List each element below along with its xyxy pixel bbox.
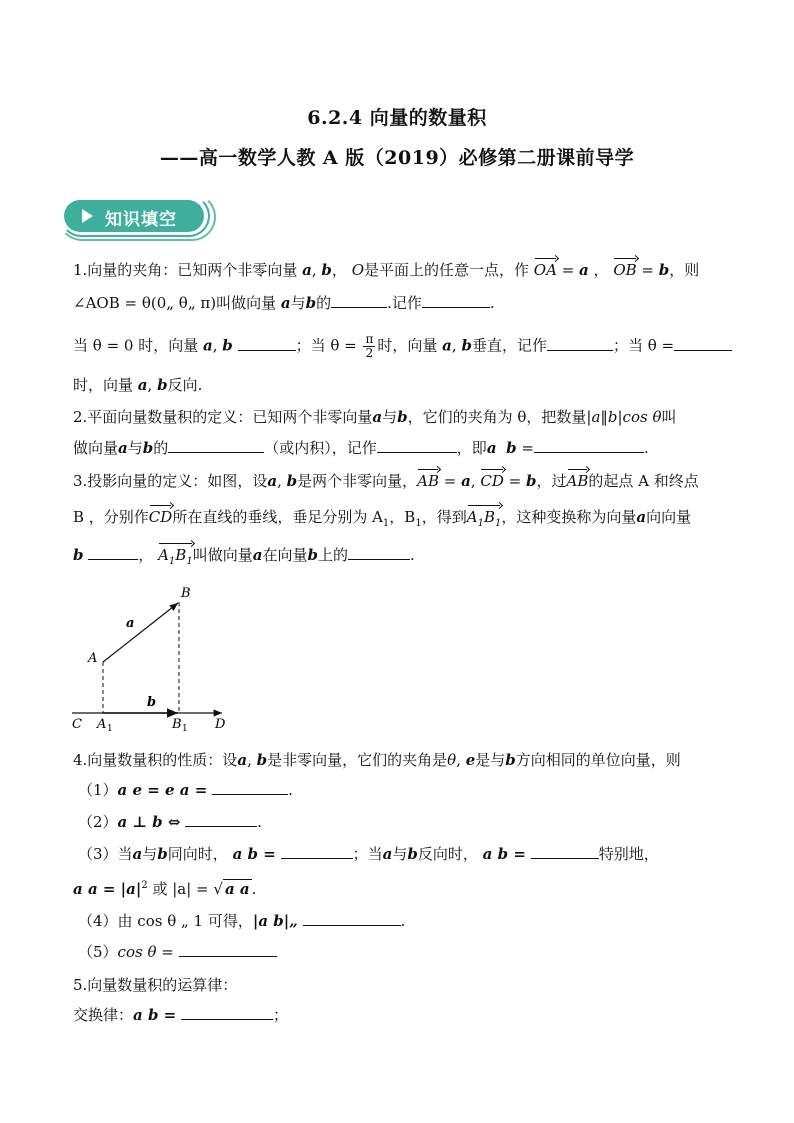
text: ，	[331, 261, 347, 279]
var-a: a	[372, 408, 383, 426]
text: （5）	[78, 943, 118, 961]
text: 与	[127, 439, 143, 457]
blank	[238, 336, 296, 351]
formula: |a b|„	[252, 912, 298, 930]
item1-line3: 当 θ = 0 时，向量 a, b ；当 θ = $\frac{\pi}{2}$ 时，向量 a, b垂直，记作 ；当 θ =	[73, 333, 732, 360]
var-a: a	[280, 294, 291, 312]
var-b: b	[307, 546, 318, 564]
text: ，过	[536, 472, 567, 490]
text: 2.平面向量数量积的定义：已知两个非零向量	[73, 408, 373, 426]
label-D: D	[215, 717, 226, 732]
property-1: （1）a e = e a = .	[78, 781, 293, 799]
item1-line1: 1.向量的夹角：已知两个非零向量 a, b， O是平面上的任意一点，作 OA = a ， OB = b，则	[73, 261, 700, 279]
banner-label: 知识填空	[105, 210, 177, 230]
text: 或 |a| =	[152, 880, 209, 898]
property-5	[78, 942, 277, 962]
var-b: b	[157, 376, 168, 394]
var-a: a	[382, 845, 393, 863]
property-3	[78, 844, 659, 864]
subscript: 1	[382, 518, 390, 529]
formula: |a‖b|cos θ	[586, 408, 662, 426]
formula: a a = |a|	[73, 880, 142, 898]
var-b: b	[461, 336, 472, 355]
text: 所在直线的垂线，垂足分别为 A	[172, 508, 383, 526]
text: （或内积），记作	[264, 439, 377, 457]
item3-line2	[73, 507, 691, 534]
subscript: 1	[415, 518, 422, 529]
text: ，B	[389, 508, 416, 526]
text: （3）当	[78, 845, 133, 863]
item1-line4: 时，向量 a, b反向.	[73, 376, 203, 394]
item5-title	[73, 975, 237, 995]
var-b: b	[286, 472, 298, 490]
text: （2）	[78, 813, 118, 831]
var-a: a	[486, 439, 497, 457]
text: 是平面上的任意一点，作	[364, 261, 530, 279]
blank	[348, 545, 410, 560]
item3-line1: 3.投影向量的定义：如图，设a, b是两个非零向量，AB = a, CD = b，过AB的起点 A 和终点	[73, 472, 699, 490]
text: 时，向量	[377, 336, 438, 355]
text: 5.向量数量积的运算律：	[73, 976, 238, 994]
blank	[674, 336, 732, 351]
text: （4）由 cos θ „ 1 可得，	[78, 912, 253, 930]
var-a: a	[302, 261, 312, 279]
text: ；当 θ =	[612, 336, 675, 355]
text: 当 θ = 0 时，向量	[73, 336, 199, 355]
text: 的起点 A 和终点	[588, 472, 699, 490]
var-a: a	[132, 845, 143, 863]
text: 的	[316, 294, 332, 312]
var-b: b	[505, 751, 516, 769]
page-subtitle: ——高一数学人教 A 版（2019）必修第二册课前导学	[159, 147, 635, 169]
text: 向向量	[646, 508, 692, 526]
blank	[331, 293, 387, 308]
var-a: a	[461, 472, 471, 490]
text: 方向相同的单位向量，则	[515, 751, 681, 769]
text: 1.向量的夹角：已知两个非零向量	[73, 261, 298, 279]
blank	[212, 780, 288, 795]
text: ；当 θ =	[295, 336, 357, 355]
var-b: b	[256, 751, 268, 769]
vec-OA: OA	[533, 261, 557, 279]
var-a: a	[442, 336, 452, 355]
var-a: a	[237, 751, 248, 769]
var-a: a	[267, 472, 278, 490]
var-b: b	[658, 261, 670, 279]
item2-line1	[73, 407, 677, 427]
text: 反向时，	[417, 845, 478, 863]
label-vector-b: b	[147, 695, 157, 710]
var-a: a	[118, 439, 128, 457]
vec-CD: CD	[480, 472, 504, 490]
vec-OB: OB	[613, 261, 637, 279]
text: 反向.	[167, 376, 203, 394]
blank	[422, 293, 490, 308]
text: ；当	[352, 845, 383, 863]
text: 叫	[661, 408, 677, 426]
label-B1: B	[172, 717, 182, 732]
text: =	[521, 439, 534, 457]
text: 记作	[391, 294, 422, 312]
blank	[181, 1005, 273, 1020]
formula: a ⊥ b ⇔	[117, 813, 181, 831]
var-b: b	[73, 546, 84, 564]
item5-commutative: 交换律：a b = ；	[73, 1006, 289, 1024]
text: 是与	[475, 751, 506, 769]
play-arrow-icon	[82, 209, 93, 223]
property-4: （4）由 cos θ „ 1 可得，|a b|„ .	[78, 912, 406, 930]
vec-AB: AB	[566, 472, 589, 490]
formula: a b =	[482, 845, 526, 863]
label-A1-sub: 1	[107, 724, 113, 732]
text: 在向量	[262, 546, 308, 564]
blank	[377, 438, 457, 453]
text: 特别地，	[598, 845, 659, 863]
sqrt-expr: a a	[224, 880, 250, 898]
var-b: b	[222, 336, 233, 355]
var-b: b	[157, 845, 168, 863]
item3-line3: b ， $A_1B_1$叫做向量a在向量b上的 .	[73, 545, 415, 572]
text: ，这种变换称为向量	[501, 508, 637, 526]
blank	[281, 844, 353, 859]
text: 与	[392, 845, 408, 863]
property-2: （2）a ⊥ b ⇔ .	[78, 813, 262, 831]
blank	[547, 336, 613, 351]
blank	[303, 911, 401, 926]
var-b: b	[321, 261, 332, 279]
text: （1）	[78, 781, 118, 799]
text: 是两个非零向量，	[297, 472, 418, 490]
blank	[179, 942, 277, 957]
formula: a b =	[232, 845, 276, 863]
vec-AB: AB	[417, 472, 439, 490]
var-b: b	[305, 294, 317, 312]
blank	[534, 438, 644, 453]
var-b: b	[397, 408, 408, 426]
text: 垂直，记作	[471, 336, 547, 355]
projection-figure	[70, 582, 240, 732]
var-a: a	[636, 508, 647, 526]
formula: a b =	[133, 1006, 177, 1024]
var-b: b	[526, 472, 537, 490]
text: ，它们的夹角为 θ，把数量	[407, 408, 587, 426]
blank	[88, 545, 138, 560]
text: 同向时，	[167, 845, 228, 863]
fraction-pi-over-2: $\frac{\pi}{2}$	[365, 332, 374, 360]
section-banner	[60, 193, 218, 243]
vec-CD: CD	[148, 508, 173, 526]
label-A1: A	[97, 717, 107, 732]
label-C: C	[72, 717, 82, 732]
text: 与	[382, 408, 398, 426]
label-B1-sub: 1	[182, 724, 188, 732]
text: 的	[153, 439, 169, 457]
item4-line1: 4.向量数量积的性质：设a, b是非零向量，它们的夹角是θ, e是与b方向相同的单位向量，则	[73, 751, 681, 769]
var-a: a	[579, 261, 589, 279]
text: 叫做向量	[192, 546, 253, 564]
var-a: a	[252, 546, 263, 564]
text: 与	[142, 845, 158, 863]
var-O: O	[351, 261, 364, 279]
text: 4.向量数量积的性质：设	[73, 751, 238, 769]
text: B ，分别作	[73, 508, 149, 526]
label-B: B	[181, 586, 191, 601]
label-vector-a: a	[126, 616, 135, 631]
text: 是非零向量，它们的夹角是	[267, 751, 448, 769]
text: 时，向量	[73, 376, 134, 394]
formula: cos θ =	[117, 943, 174, 961]
blank	[168, 438, 264, 453]
item1-line2: ∠AOB = θ(0„ θ„ π)叫做向量 a与b的 .记作 .	[73, 294, 495, 312]
var-b: b	[407, 845, 418, 863]
blank	[531, 844, 599, 859]
label-A: A	[88, 651, 98, 666]
text: 3.投影向量的定义：如图，设	[73, 472, 268, 490]
text: ，即	[456, 439, 487, 457]
var-b: b	[506, 439, 517, 457]
vec-A1B1: $A_1B_1$	[158, 545, 193, 572]
text: 上的	[317, 546, 348, 564]
var-a: a	[203, 336, 213, 355]
text: 交换律：	[73, 1006, 134, 1024]
text: 与	[290, 294, 306, 312]
vector-a-arrow	[103, 603, 178, 662]
var-a: a	[137, 376, 148, 394]
text: ，则	[669, 261, 700, 279]
text: ，得到	[421, 508, 467, 526]
property-3-special: a $a = |a|^2$ 或 |a| = √ a a .	[73, 880, 257, 898]
blank	[185, 812, 257, 827]
page-title: 6.2.4 向量的数量积	[307, 107, 487, 129]
var-theta: θ	[447, 751, 457, 769]
formula: a e = e a =	[117, 781, 208, 799]
item2-line2: 做向量a与b的 （或内积），记作 ，即a b = .	[73, 439, 649, 457]
text: 做向量	[73, 439, 119, 457]
var-b: b	[142, 439, 154, 457]
var-e: e	[465, 751, 476, 769]
vec-A1B1: $A_1B_1$	[467, 507, 502, 534]
text: ∠AOB = θ(0„ θ„ π)叫做向量	[73, 294, 277, 312]
